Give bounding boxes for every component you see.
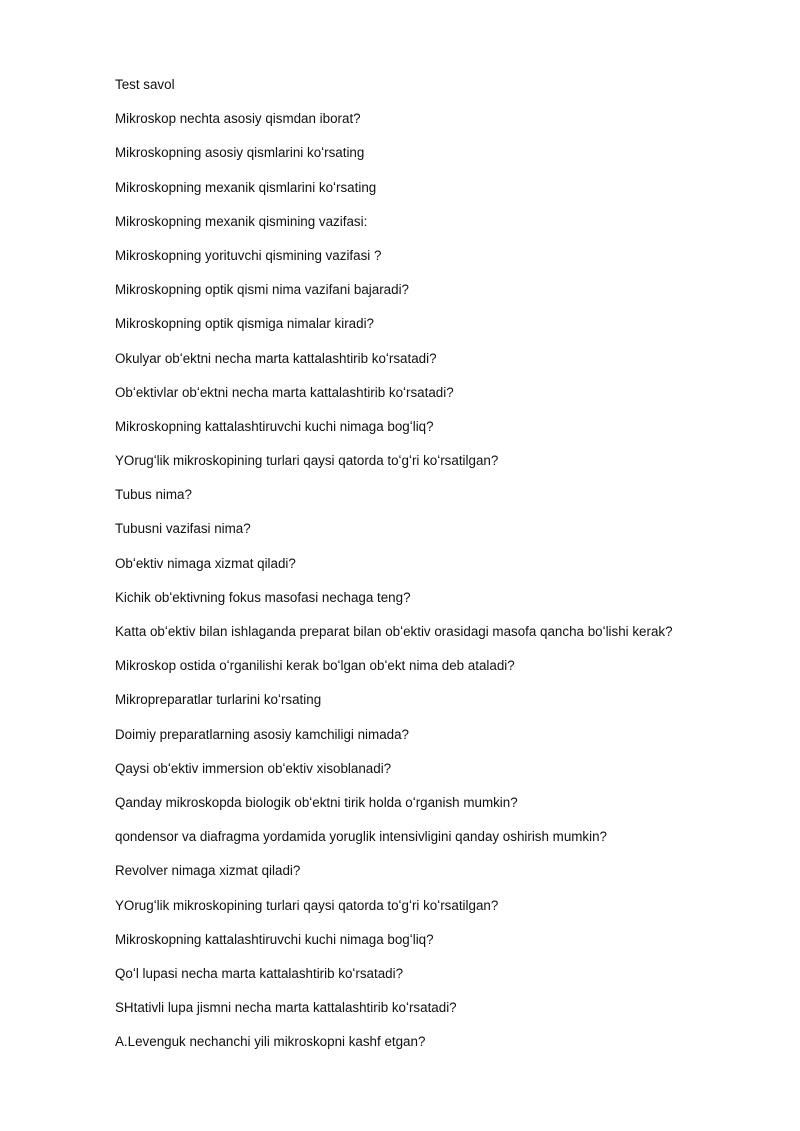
question-16: Katta obʻektiv bilan ishlaganda preparat bilan obʻektiv orasidagi masofa qancha boʻlishi kerak?: [115, 624, 673, 639]
question-26: Qoʻl lupasi necha marta kattalashtirib koʻrsatadi?: [115, 965, 404, 981]
question-24: YOrugʻlik mikroskopining turlari qaysi qatorda toʻgʻri koʻrsatilgan?: [115, 897, 499, 913]
question-3: Mikroskopning mexanik qismlarini koʻrsating: [115, 179, 377, 195]
question-28: A.Levenguk nechanchi yili mikroskopni kashf etgan?: [115, 1034, 426, 1050]
question-5: Mikroskopning yorituvchi qismining vazifasi ?: [115, 247, 382, 263]
question-18: Mikropreparatlar turlarini koʻrsating: [115, 692, 322, 708]
question-23: Revolver nimaga xizmat qiladi?: [115, 863, 301, 879]
question-20: Qaysi obʻektiv immersion obʻektiv xisoblanadi?: [115, 760, 392, 776]
question-2: Mikroskopning asosiy qismlarini koʻrsating: [115, 145, 365, 161]
question-22: qondensor va diafragma yordamida yoruglik intensivligini qanday oshirish mumkin?: [115, 829, 607, 845]
document-title: Test savol: [115, 77, 175, 92]
question-6: Mikroskopning optik qismi nima vazifani bajaradi?: [115, 282, 409, 298]
question-1: Mikroskop nechta asosiy qismdan iborat?: [115, 111, 361, 127]
question-12: Tubus nima?: [115, 487, 192, 503]
question-11: YOrugʻlik mikroskopining turlari qaysi qatorda toʻgʻri koʻrsatilgan?: [115, 453, 499, 469]
question-27: SHtativli lupa jismni necha marta kattalashtirib koʻrsatadi?: [115, 1000, 457, 1016]
question-8: Okulyar obʻektni necha marta kattalashtirib koʻrsatadi?: [115, 350, 437, 366]
question-9: Obʻektivlar obʻektni necha marta kattalashtirib koʻrsatadi?: [115, 384, 454, 400]
question-17: Mikroskop ostida oʻrganilishi kerak boʻlgan obʻekt nima deb ataladi?: [115, 658, 515, 674]
question-19: Doimiy preparatlarning asosiy kamchiligi nimada?: [115, 726, 409, 742]
question-14: Obʻektiv nimaga xizmat qiladi?: [115, 555, 296, 571]
question-15: Kichik obʻektivning fokus masofasi nechaga teng?: [115, 589, 411, 605]
document-content: [115, 76, 775, 1067]
question-7: Mikroskopning optik qismiga nimalar kiradi?: [115, 316, 374, 332]
question-4: Mikroskopning mexanik qismining vazifasi:: [115, 213, 368, 229]
question-10: Mikroskopning kattalashtiruvchi kuchi nimaga bogʻliq?: [115, 418, 434, 434]
question-13: Tubusni vazifasi nima?: [115, 521, 251, 537]
question-25: Mikroskopning kattalashtiruvchi kuchi nimaga bogʻliq?: [115, 931, 434, 947]
question-21: Qanday mikroskopda biologik obʻektni tirik holda oʻrganish mumkin?: [115, 794, 518, 810]
